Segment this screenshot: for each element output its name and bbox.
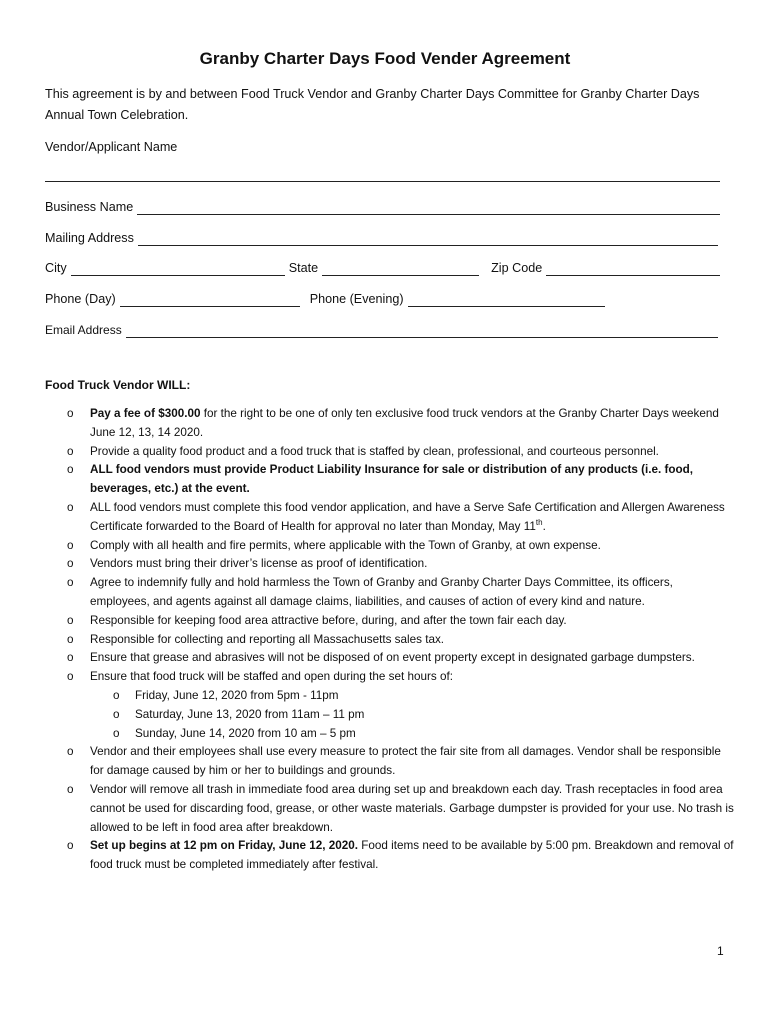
sub-bullet-mark: o <box>113 688 120 702</box>
list-item-text: Responsible for keeping food area attractive before, during, and after the town fair each day. <box>90 613 567 627</box>
bullet-mark: o <box>67 670 74 684</box>
bullet-mark: o <box>67 632 74 646</box>
list-item-text: Ensure that grease and abrasives will not be disposed of on event property except in designated garbage dumpsters. <box>90 651 695 665</box>
list-item-text: Vendor will remove all trash in immediate food area during set up and breakdown each day. Trash receptacles in food area cannot be used for discarding food, grease, or other waste materials. Garbage dumpster is provided for your use. No trash is allowed to be left in food area after breakdown. <box>90 782 734 834</box>
list-item <box>45 631 735 650</box>
email-line[interactable] <box>126 324 718 338</box>
list-item-text: ALL food vendors must complete this food vendor application, and have a Serve Safe Certification and Allergen Awareness Certificate forwarded to the Board of Health for approval no later than Monday, May 11 <box>90 500 725 533</box>
list-item <box>45 743 735 781</box>
list-item <box>45 574 735 612</box>
list-item-text: Responsible for collecting and reporting all Massachusetts sales tax. <box>90 632 445 646</box>
business-name-line[interactable] <box>137 201 720 215</box>
sublist-item-text: Saturday, June 13, 2020 from 11am – 11 pm <box>135 707 365 721</box>
bullet-mark: o <box>67 557 74 571</box>
list-item-text: Vendors must bring their driver’s license as proof of identification. <box>90 557 428 571</box>
list-item <box>45 668 735 743</box>
list-item <box>45 405 735 443</box>
bullet-mark: o <box>67 444 74 458</box>
bullet-mark: o <box>67 407 74 420</box>
phone-evening-line[interactable] <box>408 293 605 307</box>
page-title: Granby Charter Days Food Vender Agreement <box>199 49 571 68</box>
list-item <box>45 499 735 537</box>
fee-text: Pay a fee of $300.00 <box>90 407 201 420</box>
phone-day-label: Phone (Day) <box>45 292 116 306</box>
vendor-name-line[interactable] <box>45 168 720 182</box>
list-item-text: Food items need to be available by 5:00 pm. Breakdown and removal of food truck must be completed immediately after festival. <box>90 839 734 872</box>
page-number: 1 <box>717 944 724 958</box>
setup-time-text: Set up begins at 12 pm on Friday, June 12, 2020. <box>90 839 359 853</box>
list-item-text: ALL food vendors must provide Product Liability Insurance for sale or distribution of any products (i.e. food, beverages, etc.) at the event. <box>90 463 694 496</box>
phone-row <box>45 291 605 307</box>
list-item <box>45 649 735 668</box>
bullet-mark: o <box>67 463 74 477</box>
list-item <box>45 781 735 837</box>
list-item-text: Provide a quality food product and a food truck that is staffed by clean, professional, and courteous personnel. <box>90 444 659 458</box>
list-item <box>45 612 735 631</box>
city-label: City <box>45 261 67 275</box>
ordinal-suffix: th <box>535 517 543 527</box>
sub-bullet-mark: o <box>113 707 120 721</box>
phone-day-line[interactable] <box>120 293 300 307</box>
sublist-item <box>90 725 735 744</box>
list-item <box>45 461 735 499</box>
list-item-text: Ensure that food truck will be staffed and open during the set hours of: <box>90 670 453 684</box>
bullet-mark: o <box>67 576 74 590</box>
intro-paragraph: This agreement is by and between Food Truck Vendor and Granby Charter Days Committee for Granby Charter Days Annual Town Celebration. <box>45 87 700 122</box>
zip-line[interactable] <box>546 262 720 276</box>
zip-label: Zip Code <box>491 261 543 275</box>
sublist-item-text: Sunday, June 14, 2020 from 10 am – 5 pm <box>135 726 356 740</box>
vendor-obligations-list <box>45 405 735 875</box>
sublist-item <box>90 706 735 725</box>
list-item <box>45 555 735 574</box>
bullet-mark: o <box>67 651 74 665</box>
email-row <box>45 322 718 338</box>
sub-bullet-mark: o <box>113 726 120 740</box>
business-name-row <box>45 199 720 215</box>
vendor-name-label: Vendor/Applicant Name <box>45 140 178 154</box>
list-item <box>45 537 735 556</box>
bullet-mark: o <box>67 538 74 552</box>
list-item-text: Comply with all health and fire permits, where applicable with the Town of Granby, at own expense. <box>90 538 601 552</box>
list-item-text: Vendor and their employees shall use every measure to protect the fair site from all damages. Vendor shall be responsible for damage caused by him or her to buildings and grounds. <box>90 745 721 778</box>
section-heading: Food Truck Vendor WILL: <box>45 378 191 392</box>
state-label: State <box>288 261 319 275</box>
sublist-item <box>90 687 735 706</box>
mailing-address-label: Mailing Address <box>45 231 134 245</box>
phone-evening-label: Phone (Evening) <box>309 292 404 306</box>
list-item-text: Agree to indemnify fully and hold harmless the Town of Granby and Granby Charter Days Committee, its officers, employees, and agents against all damage claims, liabilities, and causes of action of every kind and nature. <box>90 576 673 608</box>
list-item <box>45 443 735 462</box>
bullet-mark: o <box>67 839 74 853</box>
state-line[interactable] <box>322 262 479 276</box>
city-state-zip-row <box>45 260 720 276</box>
mailing-address-line[interactable] <box>138 232 718 246</box>
hours-sublist <box>90 687 735 743</box>
city-line[interactable] <box>71 262 285 276</box>
sublist-item-text: Friday, June 12, 2020 from 5pm - 11pm <box>135 688 339 702</box>
list-item <box>45 837 735 875</box>
bullet-mark: o <box>67 782 74 796</box>
list-item-text: for the right to be one of only ten exclusive food truck vendors at the Granby Charter Days weekend June 12, 13, 14 2020. <box>90 407 719 439</box>
email-label: Email Address <box>45 323 122 337</box>
bullet-mark: o <box>67 745 74 759</box>
mailing-address-row <box>45 230 718 246</box>
list-item-text-end: . <box>542 519 546 533</box>
bullet-mark: o <box>67 613 74 627</box>
bullet-mark: o <box>67 500 74 514</box>
business-name-label: Business Name <box>45 200 134 214</box>
